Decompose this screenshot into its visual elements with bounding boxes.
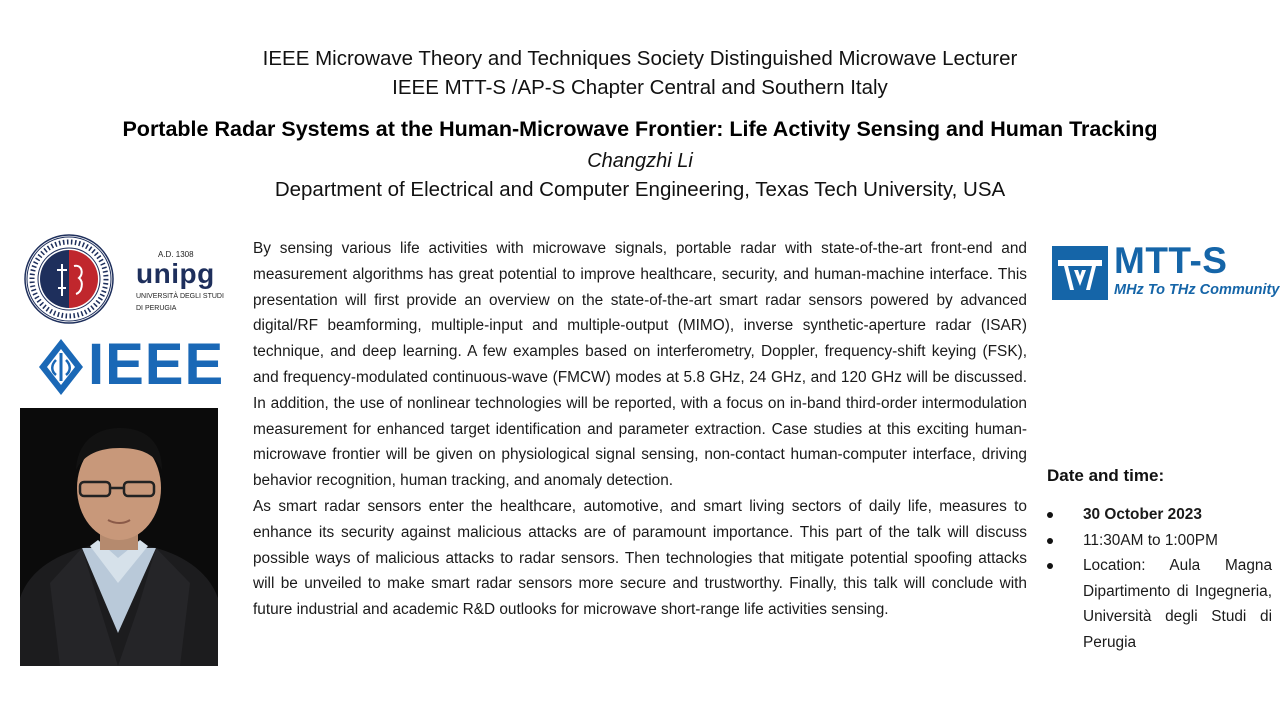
ieee-logo	[20, 334, 230, 402]
unipg-subtitle-1: UNIVERSITÀ DEGLI STUDI	[136, 293, 224, 300]
unipg-wordmark	[136, 250, 246, 313]
chapter-line: IEEE MTT-S /AP-S Chapter Central and Southern Italy	[392, 76, 888, 99]
university-seal-icon	[24, 234, 114, 324]
event-location: Location: Aula Magna Dipartimento di Ingegneria, Università degli Studi di Perugia	[1083, 557, 1272, 651]
left-column	[20, 232, 230, 402]
talk-title: Portable Radar Systems at the Human-Microwave Frontier: Life Activity Sensing and Human Tracking	[122, 117, 1158, 141]
unipg-subtitle-2: DI PERUGIA	[136, 305, 177, 312]
abstract-paragraph-1: By sensing various life activities with microwave signals, portable radar with state-of-the-art front-end and measurement algorithms has great potential to improve healthcare, security, and human-machine interface. This presentation will first provide an overview on the state-of-the-art smart radar sensors powered by advanced digital/RF beamforming, multiple-input and multiple-output (MIMO), inverse synthetic-aperture radar (ISAR) technique, and deep learning. A few examples based on interferometry, Doppler, frequency-shift keying (FSK), and frequency-modulated continuous-wave (FMCW) modes at 5.8 GHz, 24 GHz, and 120 GHz will be discussed. In addition, the use of nonlinear technologies will be reported, with a focus on in-band third-order intermodulation measurement for enhanced target identification and parameter extraction. Case studies at this exciting human-microwave frontier will be given on physiological signal sensing, non-contact human-computer interface, driving behavior recognition, human tracking, and anomaly detection.	[253, 240, 1027, 490]
event-time-item	[1047, 528, 1272, 554]
event-date-item	[1047, 502, 1272, 528]
mtts-tagline: MHz To THz Community	[1114, 282, 1280, 298]
event-heading: Date and time:	[1047, 466, 1165, 485]
bullet-icon	[1047, 512, 1053, 518]
mtts-wordmark: MTT-S	[1114, 240, 1228, 281]
event-details	[1047, 466, 1272, 656]
event-time: 11:30AM to 1:00PM	[1083, 531, 1218, 549]
abstract	[253, 236, 1027, 623]
unipg-logo	[20, 232, 230, 326]
bullet-icon	[1047, 563, 1053, 569]
bullet-icon	[1047, 538, 1053, 544]
header	[0, 44, 1280, 205]
ieee-diamond-icon	[38, 338, 84, 396]
event-location-item	[1047, 553, 1272, 655]
unipg-name: unipg	[136, 258, 215, 289]
unipg-year: A.D. 1308	[158, 250, 194, 259]
speaker-affiliation: Department of Electrical and Computer Engineering, Texas Tech University, USA	[274, 178, 1006, 201]
society-line: IEEE Microwave Theory and Techniques Society Distinguished Microwave Lecturer	[262, 47, 1018, 70]
mtts-emblem	[1052, 246, 1108, 300]
speaker-name: Changzhi Li	[587, 150, 693, 172]
mtts-logo	[1052, 240, 1280, 302]
event-list	[1047, 502, 1272, 656]
ieee-wordmark: IEEE	[88, 332, 225, 397]
speaker-photo	[20, 408, 218, 666]
event-date: 30 October 2023	[1083, 506, 1202, 523]
mtts-symbol-icon	[1052, 246, 1108, 300]
speaker-portrait-icon	[20, 408, 218, 666]
abstract-paragraph-2: As smart radar sensors enter the healthcare, automotive, and smart living sectors of daily life, measures to enhance its security against malicious attacks are of paramount importance. This part of the talk will discuss possible ways of malicious attacks to radar sensors. Then technologies that mitigate potential spoofing attacks will be unveiled to make smart radar sensors more secure and trustworthy. Finally, this talk will conclude with future industrial and academic R&D outlooks for microwave short-range life activities sensing.	[253, 497, 1027, 619]
